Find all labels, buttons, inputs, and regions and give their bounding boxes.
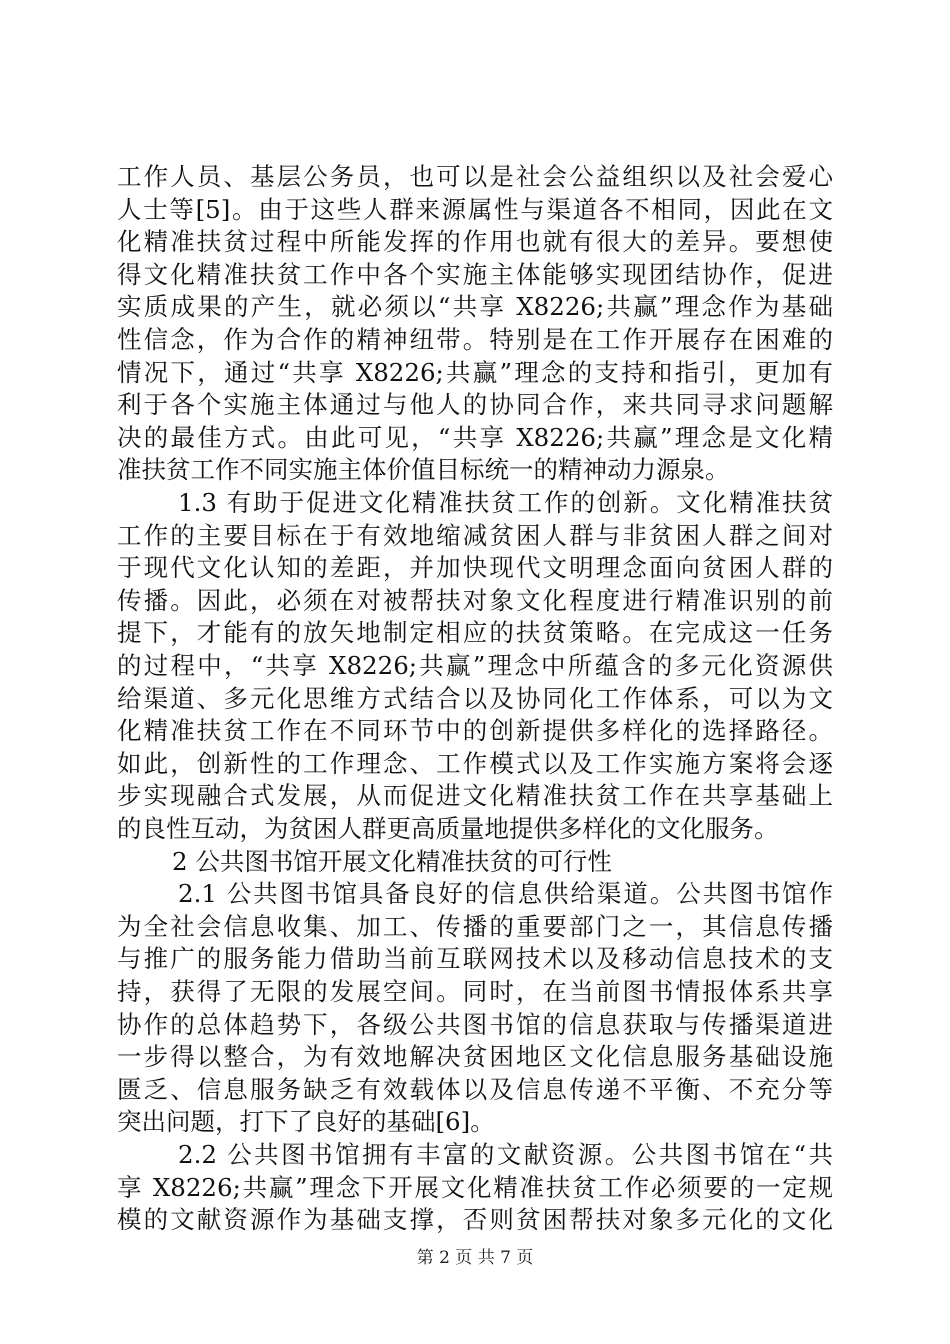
body-text-line: 享 X8226;共赢”理念下开展文化精准扶贫工作必须要的一定规 [117,1172,833,1202]
body-text-line: 工作人员、基层公务员，也可以是社会公益组织以及社会爱心 [117,162,833,191]
body-text-line: 给渠道、多元化思维方式结合以及协同化工作体系，可以为文 [117,683,833,713]
section-paragraph-start: 2.2 公共图书馆拥有丰富的文献资源。公共图书馆在“共 [178,1140,833,1169]
body-text-line: 一步得以整合，为有效地解决贫困地区文化信息服务基础设施 [117,1042,833,1072]
body-text-line: 化精准扶贫工作在不同环节中的创新提供多样化的选择路径。 [117,716,833,746]
body-text-line: 的良性互动，为贫困人群更高质量地提供多样化的文化服务。 [117,814,779,843]
body-text-line: 得文化精准扶贫工作中各个实施主体能够实现团结协作，促进 [117,259,833,289]
body-text-line: 步实现融合式发展，从而促进文化精准扶贫工作在共享基础上 [117,781,833,811]
body-text-line: 模的文献资源作为基础支撑，否则贫困帮扶对象多元化的文化 [117,1205,833,1235]
body-text-line: 人士等[5]。由于这些人群来源属性与渠道各不相同，因此在文 [117,194,833,224]
section-paragraph-start: 2.1 公共图书馆具备良好的信息供给渠道。公共图书馆作 [178,879,833,909]
section-paragraph-start: 1.3 有助于促进文化精准扶贫工作的创新。文化精准扶贫 [178,488,833,517]
body-text-line: 持，获得了无限的发展空间。同时，在当前图书情报体系共享 [117,977,833,1006]
body-text-line: 情况下，通过“共享 X8226;共赢”理念的支持和指引，更加有 [117,357,833,387]
section-heading: 2 公共图书馆开展文化精准扶贫的可行性 [172,846,612,876]
body-text-line: 匮乏、信息服务缺乏有效载体以及信息传递不平衡、不充分等 [117,1074,833,1104]
body-text-line: 于现代文化认知的差距，并加快现代文明理念面向贫困人群的 [117,553,833,583]
body-text-line: 与推广的服务能力借助当前互联网技术以及移动信息技术的支 [117,944,833,974]
body-text-line: 化精准扶贫过程中所能发挥的作用也就有很大的差异。要想使 [117,227,833,257]
body-text-line: 如此，创新性的工作理念、工作模式以及工作实施方案将会逐 [117,748,833,778]
page-footer: 第 2 页 共 7 页 [416,1248,534,1268]
body-text-line: 提下，才能有的放矢地制定相应的扶贫策略。在完成这一任务 [117,618,833,648]
body-text-line: 传播。因此，必须在对被帮扶对象文化程度进行精准识别的前 [117,585,833,615]
body-text-line: 工作的主要目标在于有效地缩减贫困人群与非贫困人群之间对 [117,520,833,550]
body-text-line: 决的最佳方式。由此可见，“共享 X8226;共赢”理念是文化精 [117,422,833,452]
body-text-line: 为全社会信息收集、加工、传播的重要部门之一，其信息传播 [117,911,833,941]
body-text-line: 协作的总体趋势下，各级公共图书馆的信息获取与传播渠道进 [117,1009,833,1039]
body-text-line: 突出问题，打下了良好的基础[6]。 [117,1107,495,1137]
body-text-line: 实质成果的产生，就必须以“共享 X8226;共赢”理念作为基础 [117,292,833,322]
body-text-line: 利于各个实施主体通过与他人的协同合作，来共同寻求问题解 [117,390,833,420]
body-text-line: 的过程中，“共享 X8226;共赢”理念中所蕴含的多元化资源供 [117,651,833,680]
body-text-line: 准扶贫工作不同实施主体价值目标统一的精神动力源泉。 [117,455,730,485]
body-text-line: 性信念，作为合作的精神纽带。特别是在工作开展存在困难的 [117,325,833,354]
